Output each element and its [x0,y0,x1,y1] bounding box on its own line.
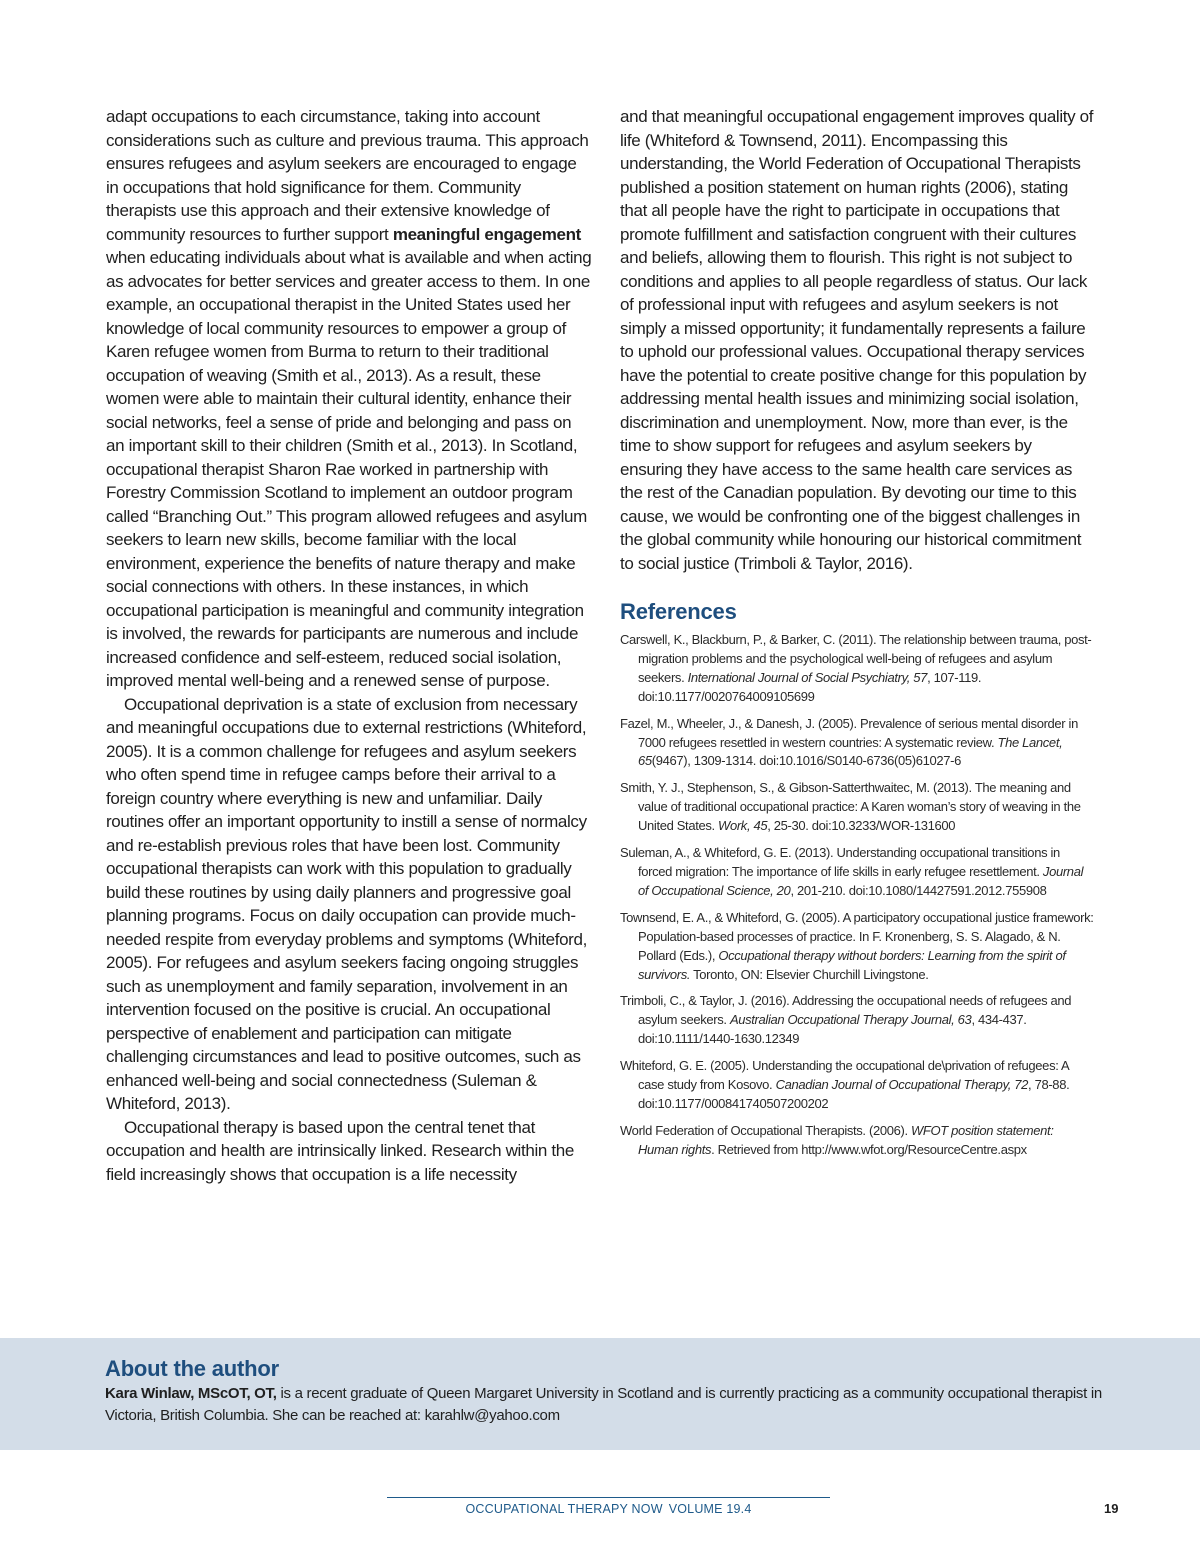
author-name: Kara Winlaw, MScOT, OT, [105,1385,277,1402]
reference-item: Fazel, M., Wheeler, J., & Danesh, J. (2005). Prevalence of serious mental disorder in 7000 refugees resettled in western countries: A systematic review. The Lancet, 65(9467), 1309-1314. doi:10.1016/S0140-6736(05)61027-6 [620,715,1078,769]
left-paragraph-1 [106,105,592,693]
references-heading: References [620,599,737,624]
reference-item: Whiteford, G. E. (2005). Understanding the occupational de\privation of refugees: A case study from Kosovo. Canadian Journal of Occupational Therapy, 72, 78-88. doi:10.1177/000841740507200202 [620,1058,1070,1111]
reference-item: Suleman, A., & Whiteford, G. E. (2013). Understanding occupational transitions in forced migration: The importance of life skills in early refugee resettlement. Journal of Occupational Science, 20, 201-210. doi:10.1080/14427591.2012.755908 [620,845,1084,898]
right-column [620,105,1096,1168]
right-paragraph-1: and that meaningful occupational engagement improves quality of life (Whiteford & Townsend, 2011). Encompassing this understanding, the World Federation of Occupational Therapists published a position statement on human rights (2006), stating that all people have the right to participate in occupations that promote fulfillment and satisfaction congruent with their cultures and beliefs, allowing them to flourish. This right is not subject to conditions and applies to all people regardless of status. Our lack of professional input with refugees and asylum seekers is not simply a missed opportunity; it fundamentally represents a failure to uphold our professional values. Occupational therapy services have the potential to create positive change for this population by addressing mental health issues and minimizing social isolation, discrimination and unemployment. Now, more than ever, is the time to show support for refugees and asylum seekers by ensuring they have access to the same health care services as the rest of the Canadian population. By devoting our time to this cause, we would be confronting one of the biggest challenges in the global community while honouring our historical commitment to social justice (Trimboli & Taylor, 2016). [620,107,1094,573]
footer-rule [387,1497,830,1498]
publication-name: OCCUPATIONAL THERAPY NOW [465,1502,663,1516]
left-paragraph-2: Occupational deprivation is a state of exclusion from necessary and meaningful occupations due to external restrictions (Whiteford, 2005). It is a common challenge for refugees and asylum seekers who often spend time in refugee camps before their arrival to a foreign country where everything is new and unfamiliar. Daily routines offer an important opportunity to instill a sense of normalcy and re-establish previous roles that have been lost. Community occupational therapists can work with this population to gradually build these routines by using daily planners and progressive goal planning programs. Focus on daily occupation can provide much-needed respite from everyday problems and symptoms (Whiteford, 2005). For refugees and asylum seekers facing ongoing struggles such as unemployment and family separation, involvement in an intervention focused on the positive is crucial. An occupational perspective of enablement and participation can mitigate challenging circumstances and lead to positive outcomes, such as enhanced well-being and social connectedness (Suleman & Whiteford, 2013). [106,694,587,1113]
reference-item: Carswell, K., Blackburn, P., & Barker, C. (2011). The relationship between trauma, post-migration problems and the psychological well-being of refugees and asylum seekers. International Journal of Social Psychiatry, 57, 107-119. doi:10.1177/0020764009105699 [620,632,1092,704]
reference-item: Townsend, E. A., & Whiteford, G. (2005). A participatory occupational justice framework: Population-based processes of practice. In F. Kronenberg, S. S. Alagado, & N. Pollard (Eds.), Occupational therapy without borders: Learning from the spirit of survivors. Toronto, ON: Elsevier Churchill Livingstone. [620,909,1094,982]
references-list [620,631,1096,1160]
left-column [106,105,592,1186]
paragraph-text: adapt occupations to each circumstance, taking into account considerations such as culture and previous trauma. This approach ensures refugees and asylum seekers are encouraged to engage in occupations that hold significance for them. Community therapists use this approach and their extensive knowledge of community resources to further support [106,107,589,244]
reference-item: Trimboli, C., & Taylor, J. (2016). Addressing the occupational needs of refugees and asylum seekers. Australian Occupational Therapy Journal, 63, 434-437. doi:10.1111/1440-1630.12349 [620,993,1072,1047]
paragraph-text: when educating individuals about what is available and when acting as advocates for better services and greater access to them. In one example, an occupational therapist in the United States used her knowledge of local community resources to empower a group of Karen refugee women from Burma to return to their traditional occupation of weaving (Smith et al., 2013). As a result, these women were able to maintain their cultural identity, enhance their social networks, feel a sense of pride and belonging and pass on an important skill to their children (Smith et al., 2013). In Scotland, occupational therapist Sharon Rae worked in partnership with Forestry Commission Scotland to implement an outdoor program called “Branching Out.” This program allowed refugees and asylum seekers to learn new skills, become familiar with the local environment, experience the benefits of nature therapy and make social connections with others. In these instances, in which occupational participation is meaningful and community integration is involved, the rewards for participants are numerous and include increased confidence and self-esteem, reduced social isolation, improved mental well-being and a renewed sense of purpose. [106,248,592,690]
reference-item: Smith, Y. J., Stephenson, S., & Gibson-Satterthwaitec, M. (2013). The meaning and value of traditional occupational practice: A Karen woman’s story of weaving in the United States. Work, 45, 25-30. doi:10.3233/WOR-131600 [620,780,1081,834]
about-author-text [105,1383,1105,1427]
footer-publication [387,1502,830,1516]
bold-term: meaningful engagement [392,224,581,244]
page-number: 19 [1104,1501,1119,1516]
about-author-title: About the author [105,1356,279,1381]
reference-item: World Federation of Occupational Therapists. (2006). WFOT position statement: Human rights. Retrieved from http://www.wfot.org/ResourceCentre.aspx [620,1122,1054,1157]
volume-label: VOLUME 19.4 [668,1502,752,1516]
left-paragraph-3: Occupational therapy is based upon the central tenet that occupation and health are intrinsically linked. Research within the field increasingly shows that occupation is a life necessity [106,1117,574,1184]
author-bio: is a recent graduate of Queen Margaret University in Scotland and is currently practicing as a community occupational therapist in Victoria, British Columbia. She can be reached at: karahlw@yahoo.com [105,1385,1102,1424]
